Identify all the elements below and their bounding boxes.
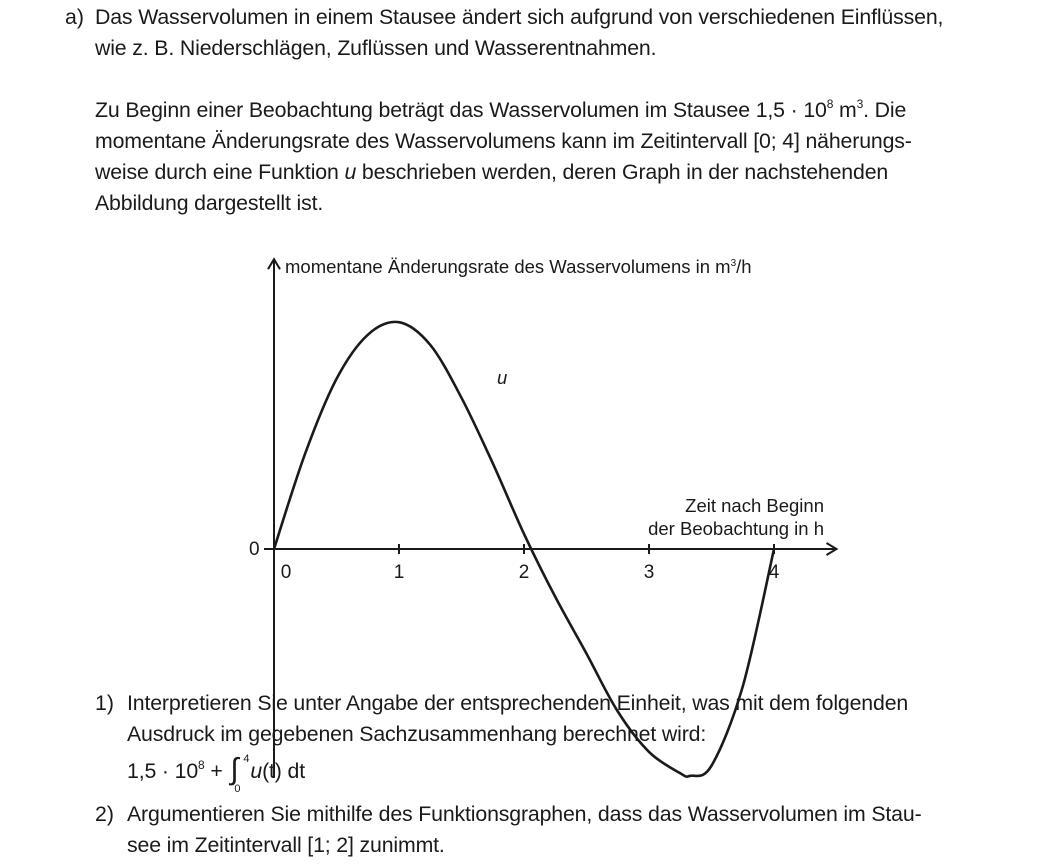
paragraph-text: Zu Beginn einer Beobachtung beträgt das Wasservolumen im Stausee 1,5 · 10 bbox=[95, 98, 827, 122]
y-axis-label-unit: /h bbox=[736, 256, 752, 277]
question-2-number: 2) bbox=[95, 802, 114, 826]
exponent: 8 bbox=[826, 97, 834, 111]
paragraph-line-4: Abbildung dargestellt ist. bbox=[95, 191, 324, 215]
intro-line-1: Das Wasservolumen in einem Stausee ändert sich aufgrund von verschiedenen Einflüssen, bbox=[95, 5, 944, 29]
formula-argument: (t) bbox=[262, 759, 282, 783]
question-2-line-2: see im Zeitintervall [1; 2] zunimmt. bbox=[127, 833, 445, 857]
y-axis-label-exponent: 3 bbox=[730, 258, 737, 269]
question-1-line-2: Ausdruck im gegebenen Sachzusammenhang berechnet wird: bbox=[127, 722, 707, 746]
x-tick-label: 4 bbox=[768, 562, 780, 583]
integral-lower-limit: 0 bbox=[234, 783, 241, 795]
x-tick-label: 1 bbox=[393, 562, 405, 583]
paragraph-text: weise durch eine Funktion bbox=[95, 160, 345, 184]
formula-plus: + bbox=[204, 759, 229, 783]
formula-exponent: 8 bbox=[198, 758, 205, 772]
unit: m bbox=[833, 98, 857, 122]
task-label: a) bbox=[65, 5, 84, 29]
y-axis-label-text: momentane Änderungsrate des Wasservolumens in m bbox=[285, 256, 731, 277]
intro-line-2: wie z. B. Niederschlägen, Zuflüssen und Wasserentnahmen. bbox=[95, 36, 657, 60]
x-tick-label: 2 bbox=[518, 562, 530, 583]
x-axis-label-line-2: der Beobachtung in h bbox=[648, 518, 824, 539]
unit-exponent: 3 bbox=[856, 97, 864, 111]
paragraph-line-2: momentane Änderungsrate des Wasservolumens kann im Zeitintervall [0; 4] näherungs- bbox=[95, 129, 912, 153]
paragraph-text-end: . Die bbox=[863, 98, 907, 122]
x-tick-label: 3 bbox=[643, 562, 655, 583]
x-axis-label-line-1: Zeit nach Beginn bbox=[685, 495, 824, 516]
integral-symbol: ∫ bbox=[230, 753, 239, 786]
question-1-number: 1) bbox=[95, 691, 114, 715]
question-1-line-1: Interpretieren Sie unter Angabe der entsprechenden Einheit, was mit dem folgenden bbox=[127, 691, 909, 715]
paragraph-text: beschrieben werden, deren Graph in der nachstehenden bbox=[356, 160, 889, 184]
function-variable: u bbox=[344, 160, 357, 184]
integral-sign bbox=[228, 753, 250, 795]
x-tick-label: 0 bbox=[280, 562, 292, 583]
question-2-line-1: Argumentieren Sie mithilfe des Funktionsgraphen, dass das Wasservolumen im Stau- bbox=[127, 802, 922, 826]
curve-label-u: u bbox=[497, 367, 508, 388]
integral-upper-limit: 4 bbox=[243, 753, 250, 765]
formula-start: 1,5 · 10 bbox=[127, 759, 199, 783]
formula-differential: dt bbox=[281, 759, 305, 783]
y-axis-label bbox=[285, 255, 752, 279]
y-zero-label: 0 bbox=[249, 539, 260, 560]
formula-function: u bbox=[250, 759, 263, 783]
question-1-formula bbox=[127, 753, 305, 795]
